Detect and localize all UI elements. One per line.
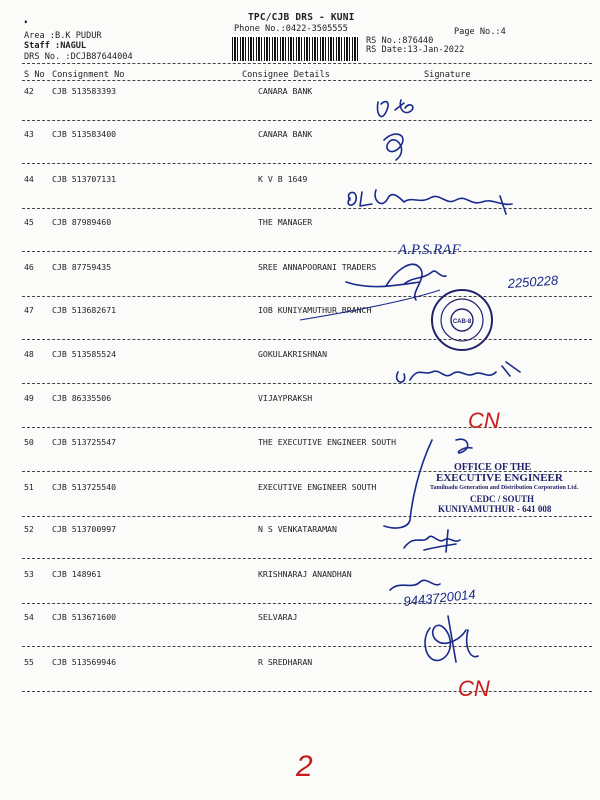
area-label: Area :B.K PUDUR	[24, 31, 102, 41]
row-sno: 48	[24, 349, 34, 359]
row-consignment-no: CJB 513671600	[52, 612, 117, 622]
stamp-line-5: KUNIYAMUTHUR - 641 008	[438, 504, 552, 514]
row-consignment-no: CJB 148961	[52, 569, 102, 579]
row55-cn-mark: CN	[458, 676, 490, 701]
row-consignment-no: CJB 87759435	[52, 262, 112, 272]
row-consignee: THE MANAGER	[258, 217, 313, 227]
signature-52	[404, 530, 460, 552]
stamp-line-2: EXECUTIVE ENGINEER	[436, 472, 563, 484]
row-sno: 51	[24, 482, 34, 492]
row-sno: 49	[24, 393, 34, 403]
row-sno: 50	[24, 437, 34, 447]
bank-round-stamp	[432, 290, 492, 350]
row-consignment-no: CJB 513585524	[52, 349, 117, 359]
row-consignment-no: CJB 513569946	[52, 657, 117, 667]
col-signature: Signature	[424, 70, 471, 80]
signature-46	[346, 264, 446, 300]
stamp-line-3: Tamilnadu Generation and Distribution Corporation Ltd.	[430, 485, 579, 491]
row-sno: 54	[24, 612, 34, 622]
row-consignee: THE EXECUTIVE ENGINEER SOUTH	[258, 437, 397, 447]
document-title: TPC/CJB DRS - KUNI	[248, 12, 355, 23]
round-stamp-center: CAB-8	[452, 319, 472, 325]
row-consignment-no: CJB 513725547	[52, 437, 117, 447]
row-consignment-no: CJB 513682671	[52, 305, 117, 315]
stamp-line-4: CEDC / SOUTH	[470, 494, 535, 504]
row-sno: 42	[24, 86, 34, 96]
row-consignee: CANARA BANK	[258, 129, 313, 139]
row-consignee: K V B 1649	[258, 174, 308, 184]
row-consignee: EXECUTIVE ENGINEER SOUTH	[258, 482, 377, 492]
row53-phone-number: 9443720014	[402, 586, 477, 609]
corner-mark: ♦	[24, 19, 28, 26]
row-consignee: CANARA BANK	[258, 86, 313, 96]
signature-53	[390, 580, 440, 590]
row-consignment-no: CJB 513583393	[52, 86, 117, 96]
row-sno: 45	[24, 217, 34, 227]
signature-48	[397, 362, 520, 382]
stray-line	[300, 290, 440, 320]
row-consignee: R SREDHARAN	[258, 657, 313, 667]
rs-date: RS Date:13-Jan-2022	[366, 45, 465, 55]
row-consignee: SELVARAJ	[258, 612, 298, 622]
row-consignment-no: CJB 86335506	[52, 393, 112, 403]
row-consignee: SREE ANNAPOORANI TRADERS	[258, 262, 377, 272]
row-sno: 47	[24, 305, 34, 315]
row-consignment-no: CJB 513700997	[52, 524, 117, 534]
signature-44	[348, 190, 512, 214]
row-consignee: KRISHNARAJ ANANDHAN	[258, 569, 352, 579]
row49-cn-mark: CN	[468, 408, 500, 433]
row-consignee: N S VENKATARAMAN	[258, 524, 337, 534]
row-consignment-no: CJB 513725540	[52, 482, 117, 492]
row-consignment-no: CJB 513707131	[52, 174, 117, 184]
handwritten-page-number: 2	[296, 750, 313, 783]
row46-handwritten-number: 2250228	[507, 272, 559, 291]
row-sno: 43	[24, 129, 34, 139]
row-consignee: VIJAYPRAKSH	[258, 393, 313, 403]
phone-number: Phone No.:0422-3505555	[234, 24, 348, 34]
row-sno: 52	[24, 524, 34, 534]
drs-number: DRS No. :DCJB87644004	[24, 52, 133, 62]
row-sno: 44	[24, 174, 34, 184]
signature-54	[425, 616, 478, 662]
col-sno: S No	[24, 70, 45, 80]
rs-number: RS No.:876440	[366, 36, 434, 46]
signature-43	[384, 134, 403, 160]
row-sno: 53	[24, 569, 34, 579]
row-consignee: GOKULAKRISHNAN	[258, 349, 328, 359]
row-sno: 46	[24, 262, 34, 272]
row46-handwritten-name: A.P.S.RAF	[398, 242, 461, 258]
signature-42	[378, 100, 413, 117]
col-consignee: Consignee Details	[242, 70, 330, 80]
page-number: Page No.:4	[454, 27, 506, 37]
row-consignment-no: CJB 513583400	[52, 129, 117, 139]
row-sno: 55	[24, 657, 34, 667]
row-consignment-no: CJB 87989460	[52, 217, 112, 227]
col-consignment: Consignment No	[52, 70, 125, 80]
staff-label: Staff :NAGUL	[24, 41, 87, 51]
stamp-line-1: OFFICE OF THE	[454, 462, 532, 473]
row-consignee: IOB KUNIYAMUTHUR BRANCH	[258, 305, 372, 315]
